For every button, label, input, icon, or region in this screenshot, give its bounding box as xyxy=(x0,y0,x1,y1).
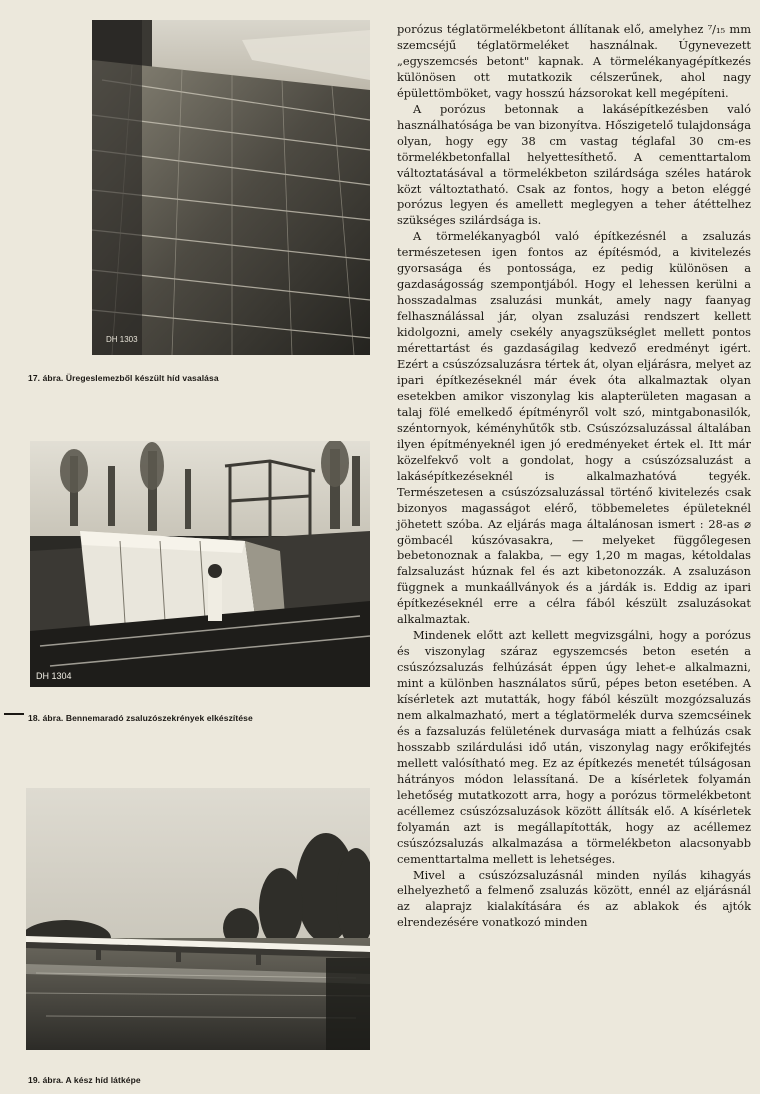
finished-bridge-photo xyxy=(26,788,370,1050)
paragraph: Mivel a csúszózsaluzásnál minden nyílás kihagyás elhelyezhető a felmenő zsaluzás között, ennél az eljárásnál az alaprajz kialakítására és az ablakok és ajtók elrendezésére vonatkozó minden xyxy=(397,867,751,930)
paragraph: A törmelékanyagból való építkezésnél a zsaluzás természetesen igen fontos az építésmód, a kivitelezés gyorsasága és pontossága, ez pedig különösen a gazdaságosság szempontjából. Hogy el lehessen kerülni a hosszadalmas zsaluzási munkát, amely nagy faanyag felhasználással jár, olyan zsaluzási rendszert kellett kidolgozni, amely csekély anyagszükséglet mellett pontos mérettartást és gazdaságilag kedvező eredményt igért. Ezért a csúszózsaluzásra tértek át, olyan eljárásra, melyet az ipari építkezéseknél már évek óta alkalmaztak olyan esetekben amikor viszonylag kis alapterületen magasan a talaj fölé emelkedő építményről volt szó, mintgabonasilók, széntornyok, kéményhűtők stb. Csúszózsaluzással általában ilyen építményeknél igen jó eredményeket értek el. Itt már közelfekvő volt a gondolat, hogy a csúszózsaluzást a lakásépítkezéseknél is alkalmazhatóvá tegyék. Természetesen a csúszózsaluzással történő kivitelezés csak bizonyos magasságot elérő, többemeletes épületeknél jöhetett szóba. Az eljárás maga általánosan ismert : 28-as ⌀ gömbacél kúszóvasakra, — melyeket függőlegesen bebetonoznak a falakba, — egy 1,20 m magas, kétoldalas falzsaluzást húznak fel és azt kibetonozzák. A zsaluzáson függnek a munkaállványok és a járdák is. Eddig az ipari építkezéseknél erre a célra fából készült zsaluzásokat alkalmaztak. xyxy=(397,229,751,627)
bridge-reinforcement-photo xyxy=(92,20,370,355)
caption-dash-mark xyxy=(4,713,24,715)
figure-18-caption: 18. ábra. Bennemaradó zsaluzószekrények elkészítése xyxy=(28,713,253,723)
article-text-column xyxy=(397,22,751,931)
paragraph-continued: porózus téglatörmelékbetont állítanak elő, amelyhez ⁷/₁₅ mm szemcséjű téglatörmeléket használnak. Úgynevezett „egyszemcsés betont" kapnak. A törmelékanyagépítkezés különösen ott mutatkozik célszerűnek, ahol nagy épülettömböket, vagy hosszú házsorokat kell megépíteni. xyxy=(397,22,751,100)
figure-17-photo xyxy=(92,20,370,355)
svg-text:DH 1303: DH 1303 xyxy=(106,335,138,344)
figure-17-caption: 17. ábra. Üregeslemezből készült híd vasalása xyxy=(28,373,219,383)
svg-text:DH 1304: DH 1304 xyxy=(36,671,72,681)
paragraph: Mindenek előtt azt kellett megvizsgálni, hogy a porózus és viszonylag száraz egyszemcsés beton esetén a csúszózsaluzás felhúzását éppen úgy lehet-e alkalmazni, mint a különben használatos sűrű, pépes beton esetében. A kísérletek azt mutatták, hogy fából készült mozgózsaluzás nem alkalmazható, mert a téglatörmelék durva szemcséinek és a fazsaluzás felületének durvasága miatt a felhúzás csak hosszabb szilárdulási idő után, viszonylag nagy erőkifejtés mellett valósítható meg. Ez az építkezés menetét túlságosan hátrányos módon lelassítaná. De a kísérletek folyamán lehetőség mutatkozott arra, hogy a porózus törmelékbetont acéllemez csúszózsaluzások között állítsák elő. A kísérletek folyamán azt is megállapították, hogy az acéllemez csúszózsaluzás alkalmazása a törmelékbeton alacsonyabb cementtartalma mellett is lehetséges. xyxy=(397,628,751,866)
paragraph: A porózus betonnak a lakásépítkezésben való használhatósága be van bizonyítva. Hőszigetelő tulajdonsága olyan, hogy egy 38 cm vastag téglafal 30 cm-es törmelékbetonfallal helyettesíthető. A cementtartalom változtatásával a törmelékbeton szilárdsága széles határok közt változtatható. Csak az fontos, hogy a beton eléggé porózus legyen és amellett meglegyen a teher átéttelhez szükséges szilárdsága is. xyxy=(397,101,751,228)
figure-19-caption: 19. ábra. A kész híd látképe xyxy=(28,1075,141,1085)
figure-19-photo xyxy=(26,788,370,1050)
figure-18-photo xyxy=(30,441,370,687)
formwork-boxes-photo xyxy=(30,441,370,687)
